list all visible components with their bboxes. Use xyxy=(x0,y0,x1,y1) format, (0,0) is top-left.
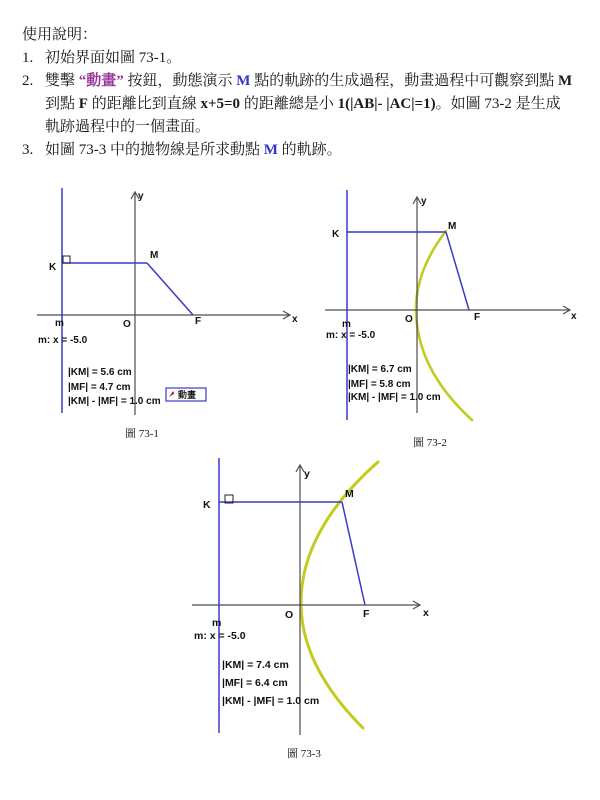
point-K-label: K xyxy=(49,262,57,273)
page-title: 使用說明： xyxy=(22,27,98,43)
instruction-item-2 xyxy=(22,70,574,139)
figure-73-3-sketch xyxy=(180,455,442,740)
line-m-label: m xyxy=(342,319,351,330)
origin-label: O xyxy=(405,314,413,325)
y-axis-label: y xyxy=(138,191,144,202)
measurement-km: |KM| = 7.4 cm xyxy=(222,659,289,671)
animate-button[interactable] xyxy=(166,388,206,401)
measurement-mf: |MF| = 6.4 cm xyxy=(222,677,288,689)
measurement-mf: |MF| = 4.7 cm xyxy=(68,382,131,393)
measurement-km: |KM| = 5.6 cm xyxy=(68,367,132,378)
item-number: 2. xyxy=(22,73,34,89)
measurement-diff: |KM| - |MF| = 1.0 cm xyxy=(222,695,320,707)
animate-button-reference: “動畫” xyxy=(78,73,124,89)
instruction-item-3 xyxy=(22,139,574,162)
item-number: 1. xyxy=(22,50,34,66)
right-angle-marker xyxy=(63,256,70,263)
y-axis-label: y xyxy=(421,196,427,207)
point-M-label: M xyxy=(150,250,159,261)
origin-label: O xyxy=(285,609,294,621)
point-M-label: M xyxy=(448,221,457,232)
figure-caption: 圖 73-3 xyxy=(287,748,321,760)
item-text: 初始界面如圖 73-1。 xyxy=(45,50,182,66)
origin-label: O xyxy=(123,319,131,330)
measurement-mf: |MF| = 5.8 cm xyxy=(348,379,411,390)
segment-MF xyxy=(342,502,365,605)
point-m-reference: M xyxy=(263,142,278,158)
line-m-label: m xyxy=(212,617,222,629)
measurement-diff: |KM| - |MF| = 1.0 cm xyxy=(68,396,161,407)
line-equation: m: x = -5.0 xyxy=(38,335,88,346)
segment-MF xyxy=(147,263,193,315)
x-axis-label: x xyxy=(423,607,429,619)
point-m-reference: M xyxy=(236,73,251,89)
line-equation-reference: x+5=0 xyxy=(200,96,241,112)
line-equation: m: x = -5.0 xyxy=(326,330,376,341)
item-text: 雙擊 “動畫” 按鈕，動態演示 M 點的軌跡的生成過程，動畫過程中可觀察到點 M 到點 F 的距離比到直線 x+5=0 的距離總是小 1(|AB|- |AC|=1)。如圖 73-2 是生成軌跡過程中的一個畫面。 xyxy=(45,73,573,135)
y-axis-label: y xyxy=(304,468,310,480)
figure-caption: 圖 73-1 xyxy=(125,428,159,440)
point-K-label: K xyxy=(203,499,211,511)
item-text: 如圖 73-3 中的拋物線是所求動點 M 的軌跡。 xyxy=(45,142,342,158)
point-F-label: F xyxy=(195,316,202,327)
point-F-label: F xyxy=(363,608,370,620)
figure-73-1-sketch xyxy=(30,185,302,427)
point-F-label: F xyxy=(474,312,481,323)
x-axis-label: x xyxy=(292,314,298,325)
instruction-item-1 xyxy=(22,47,574,70)
segment-MF xyxy=(446,232,469,310)
animate-button-label: 動畫 xyxy=(178,390,197,400)
instructions-block xyxy=(22,24,574,162)
figure-caption: 圖 73-2 xyxy=(413,437,447,449)
measurement-km: |KM| = 6.7 cm xyxy=(348,364,412,375)
line-m-label: m xyxy=(55,318,64,329)
line-equation: m: x = -5.0 xyxy=(194,630,246,642)
point-K-label: K xyxy=(332,229,340,240)
x-axis-label: x xyxy=(571,311,577,322)
point-M-label: M xyxy=(345,488,354,500)
item-number: 3. xyxy=(22,142,34,158)
figure-73-2-sketch xyxy=(322,188,578,426)
measurement-diff: |KM| - |MF| = 1.0 cm xyxy=(348,392,441,403)
